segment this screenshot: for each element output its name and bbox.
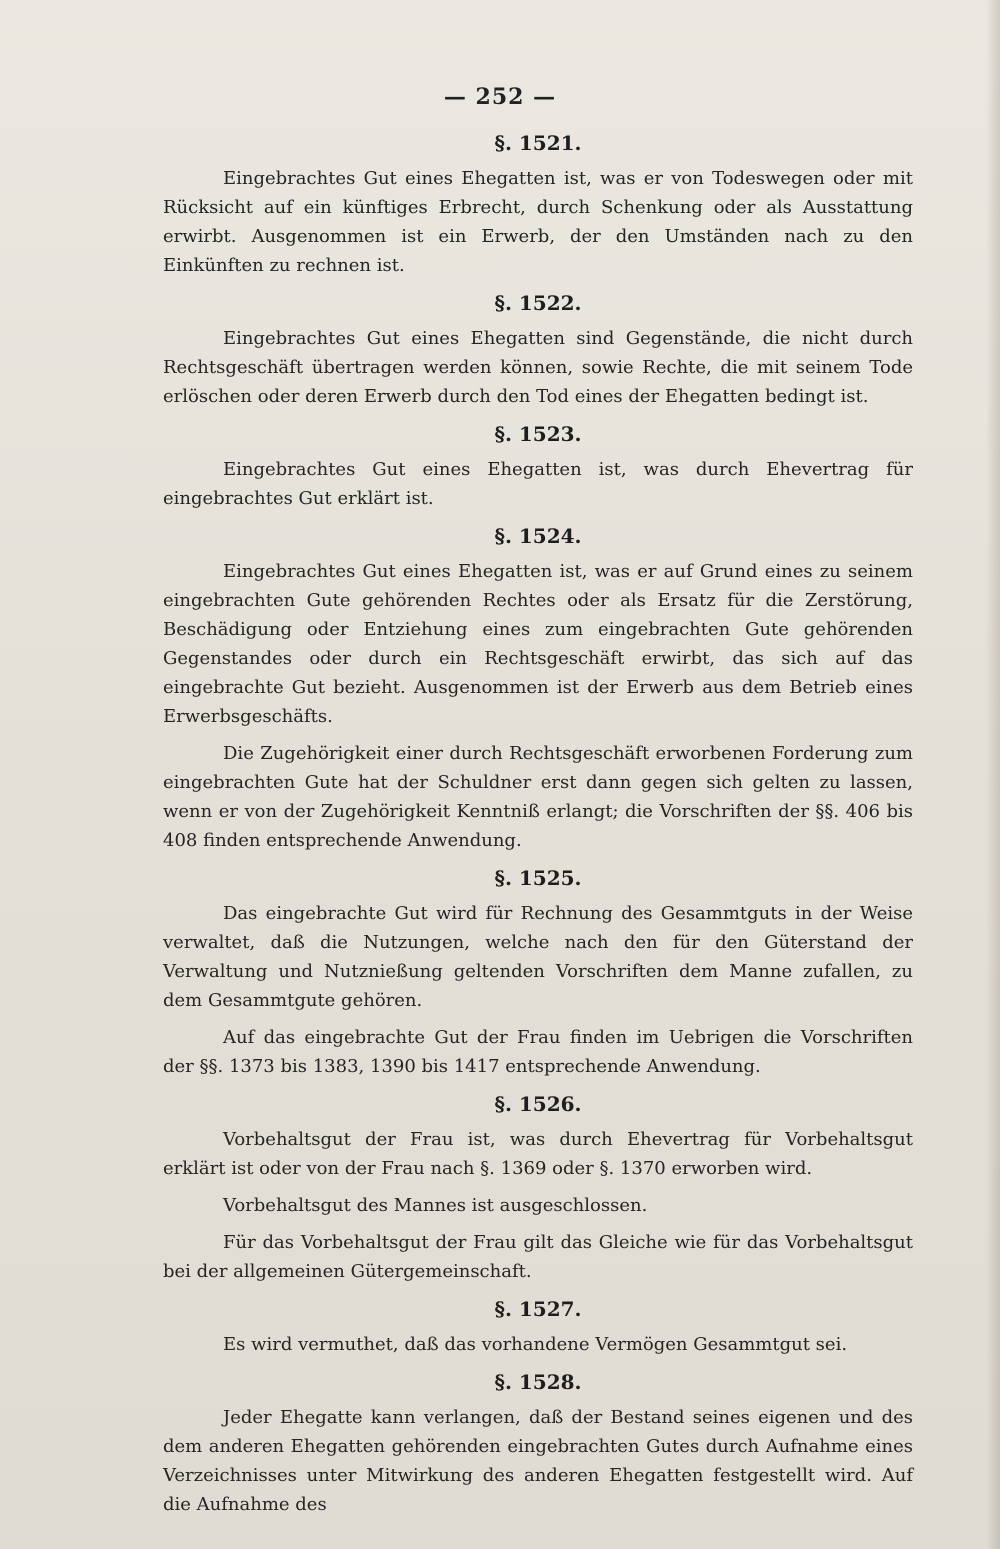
paragraph: Für das Vorbehaltsgut der Frau gilt das Gleiche wie für das Vorbehaltsgut bei der allgemeinen Gütergemeinschaft. — [163, 1232, 913, 1282]
section-heading: §. 1524. — [494, 524, 582, 548]
section-heading: §. 1526. — [494, 1092, 582, 1116]
section-1526 — [163, 1089, 913, 1286]
paragraph: Auf das eingebrachte Gut der Frau finden im Uebrigen die Vorschriften der §§. 1373 bis 1383, 1390 bis 1417 entsprechende Anwendung. — [163, 1027, 913, 1077]
paragraph: Eingebrachtes Gut eines Ehegatten ist, was er auf Grund eines zu seinem eingebrachten Gute gehörenden Rechtes oder als Ersatz für die Zerstörung, Beschädigung oder Entziehung eines zum eingebrachten Gute gehörenden Gegenstandes oder durch ein Rechtsgeschäft erwirbt, das sich auf das eingebrachte Gut bezieht. Ausgenommen ist der Erwerb aus dem Betrieb eines Erwerbsgeschäfts. — [163, 561, 913, 727]
section-heading: §. 1521. — [494, 131, 582, 155]
section-1525 — [163, 863, 913, 1081]
paragraph: Die Zugehörigkeit einer durch Rechtsgeschäft erworbenen Forderung zum eingebrachten Gute hat der Schuldner erst dann gegen sich gelten zu lassen, wenn er von der Zugehörigkeit Kenntniß erlangt; die Vorschriften der §§. 406 bis 408 finden entsprechende Anwendung. — [163, 743, 913, 851]
section-1522 — [163, 288, 913, 411]
paragraph: Vorbehaltsgut der Frau ist, was durch Ehevertrag für Vorbehaltsgut erklärt ist oder von der Frau nach §. 1369 oder §. 1370 erworben wird. — [163, 1129, 913, 1179]
section-heading: §. 1525. — [494, 866, 582, 890]
page-edge-shadow — [986, 0, 1000, 1549]
section-1521 — [163, 128, 913, 280]
paragraph: Das eingebrachte Gut wird für Rechnung des Gesammtguts in der Weise verwaltet, daß die Nutzungen, welche nach den für den Güterstand der Verwaltung und Nutznießung geltenden Vorschriften dem Manne zufallen, zu dem Gesammtgute gehören. — [163, 903, 913, 1011]
paragraph: Jeder Ehegatte kann verlangen, daß der Bestand seines eigenen und des dem anderen Ehegatten gehörenden eingebrachten Gutes durch Aufnahme eines Verzeichnisses unter Mitwirkung des anderen Ehegatten festgestellt wird. Auf die Aufnahme des — [163, 1407, 913, 1515]
section-1528 — [163, 1367, 913, 1519]
section-heading: §. 1523. — [494, 422, 582, 446]
section-heading: §. 1527. — [494, 1297, 582, 1321]
paragraph: Eingebrachtes Gut eines Ehegatten ist, was er von Todeswegen oder mit Rücksicht auf ein künftiges Erbrecht, durch Schenkung oder als Ausstattung erwirbt. Ausgenommen ist ein Erwerb, der den Umständen nach zu den Einkünften zu rechnen ist. — [163, 168, 913, 276]
section-1524 — [163, 521, 913, 855]
paragraph: Vorbehaltsgut des Mannes ist ausgeschlossen. — [223, 1195, 648, 1216]
paragraph: Eingebrachtes Gut eines Ehegatten sind Gegenstände, die nicht durch Rechtsgeschäft übertragen werden können, sowie Rechte, die mit seinem Tode erlöschen oder deren Erwerb durch den Tod eines der Ehegatten bedingt ist. — [163, 328, 913, 407]
section-1527 — [163, 1294, 913, 1359]
section-heading: §. 1522. — [494, 291, 582, 315]
page-number: — 252 — — [443, 84, 557, 110]
section-1523 — [163, 419, 913, 513]
paragraph: Eingebrachtes Gut eines Ehegatten ist, was durch Ehevertrag für eingebrachtes Gut erklärt ist. — [163, 459, 913, 509]
paragraph: Es wird vermuthet, daß das vorhandene Vermögen Gesammtgut sei. — [223, 1334, 848, 1355]
section-heading: §. 1528. — [494, 1370, 582, 1394]
page-body — [163, 128, 913, 1527]
